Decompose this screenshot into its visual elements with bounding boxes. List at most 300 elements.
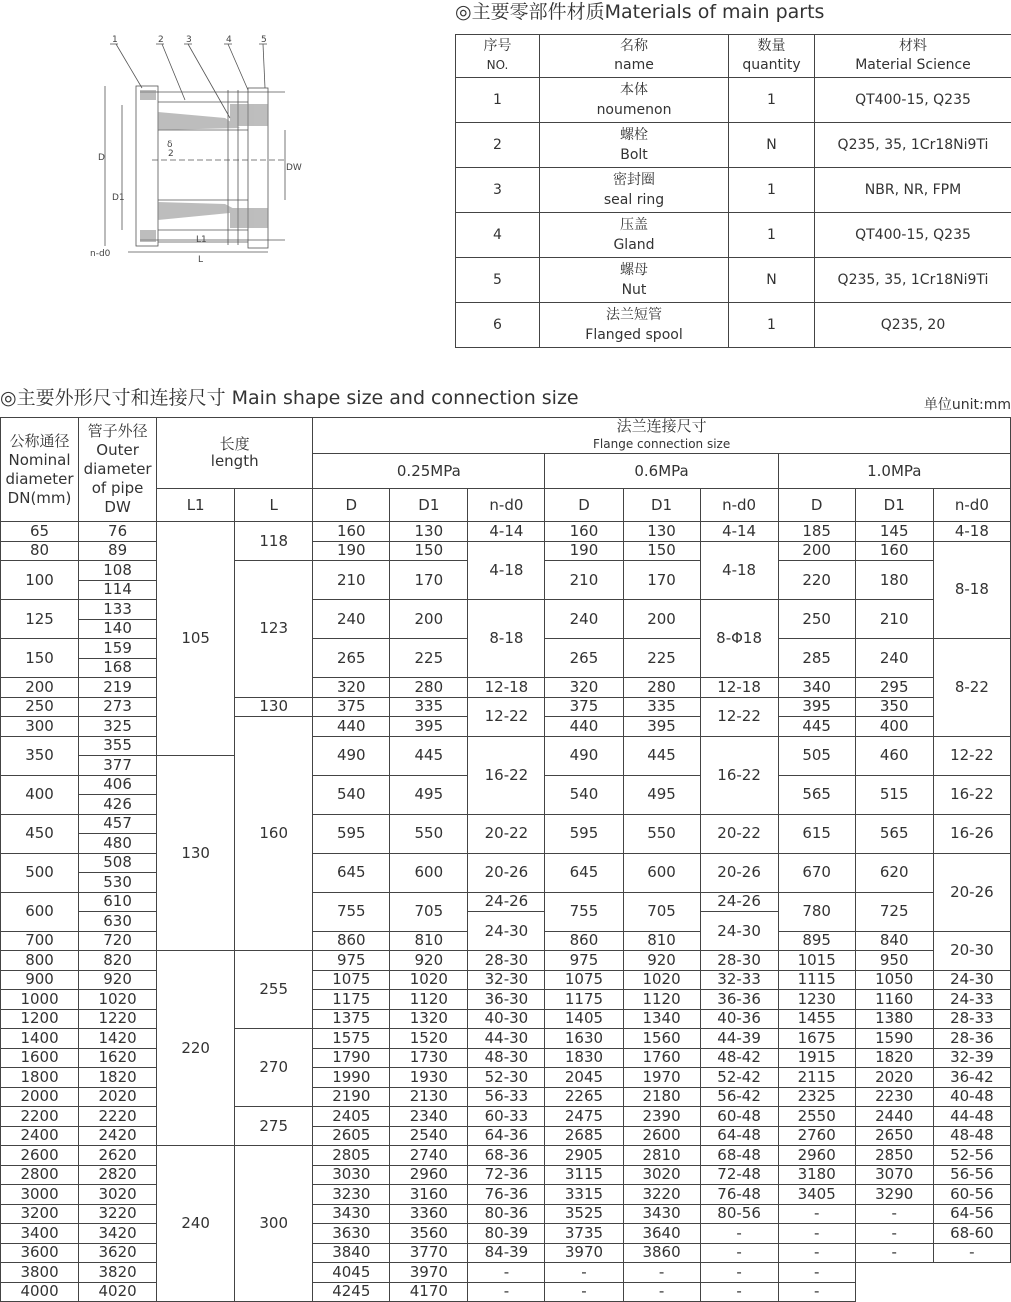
dims-row	[1, 1009, 1011, 1029]
cell-06-D1: 2810	[623, 1146, 700, 1166]
cell-025-nd0: 60-33	[468, 1107, 545, 1127]
cell-dw: 530	[79, 873, 157, 893]
cell-025-D1: 1020	[390, 970, 468, 990]
cell-10-D: 670	[778, 853, 855, 892]
cell-06-nd0: 24-26	[700, 892, 778, 912]
cell-025-nd0: 84-39	[468, 1243, 545, 1263]
cell-06-D: 860	[545, 931, 623, 951]
dim-label-L: L	[198, 255, 204, 265]
dims-row	[1, 1126, 1011, 1146]
cell-025-D1: 3560	[390, 1224, 468, 1244]
part-material: QT400-15, Q235	[815, 78, 1011, 123]
cell-10-D: 340	[778, 678, 855, 698]
cell-06-D: -	[468, 1263, 545, 1283]
cell-025-nd0: 36-30	[468, 990, 545, 1010]
cell-06-D1: 705	[623, 892, 700, 931]
cell-dw: 2220	[79, 1107, 157, 1127]
cell-10-D1: 840	[855, 931, 933, 951]
part-qty: 1	[729, 168, 815, 213]
cell-dn: 1800	[1, 1068, 79, 1088]
cell-06-D: 2045	[545, 1068, 623, 1088]
cell-10-nd0: 32-39	[933, 1048, 1010, 1068]
cell-06-D: 190	[545, 541, 623, 561]
cell-025-nd0: 8-18	[468, 600, 545, 678]
cell-06-nd0: 56-42	[700, 1087, 778, 1107]
cell-06-D1: 920	[623, 951, 700, 971]
cell-10-D: 2960	[778, 1146, 855, 1166]
cell-06-D1: 495	[623, 775, 700, 814]
dims-row	[1, 541, 1011, 561]
cell-06-D: 755	[545, 892, 623, 931]
cell-10-D1: 2020	[855, 1068, 933, 1088]
cell-025-D1: 3360	[390, 1204, 468, 1224]
cell-dn: 1400	[1, 1029, 79, 1049]
cell-dn: 900	[1, 970, 79, 990]
cell-06-D: 3315	[545, 1185, 623, 1205]
cell-dw: 480	[79, 834, 157, 854]
cell-dw: 2020	[79, 1087, 157, 1107]
cell-10-D1: 2850	[855, 1146, 933, 1166]
cell-dn: 3800	[1, 1263, 79, 1283]
cell-06-nd0: 8-Φ18	[700, 600, 778, 678]
cell-06-D: 3735	[545, 1224, 623, 1244]
cell-10-D: 615	[778, 814, 855, 853]
cell-10-nd0: 28-33	[933, 1009, 1010, 1029]
cell-10-nd0: 44-48	[933, 1107, 1010, 1127]
cell-10-D: -	[778, 1204, 855, 1224]
cell-10-D: 505	[778, 736, 855, 775]
cell-025-D1: 280	[390, 678, 468, 698]
header-pressure-06: 0.6MPa	[545, 454, 778, 489]
cell-10-D: 1230	[778, 990, 855, 1010]
cell-025-D1: 200	[390, 600, 468, 639]
cell-dw: 3620	[79, 1243, 157, 1263]
cell-025-D1: 600	[390, 853, 468, 892]
cell-dn: 2200	[1, 1107, 79, 1127]
part-no: 2	[456, 123, 540, 168]
cell-025-D: 210	[313, 561, 390, 600]
cell-06-nd0: 68-48	[700, 1146, 778, 1166]
cell-06-nd0: 64-48	[700, 1126, 778, 1146]
cell-025-nd0: 32-30	[468, 970, 545, 990]
cell-06-nd0: 40-36	[700, 1009, 778, 1029]
cell-dn: 1000	[1, 990, 79, 1010]
cell-10-D1: 565	[855, 814, 933, 853]
cell-dw: 377	[79, 756, 157, 776]
cell-06-D1: 170	[623, 561, 700, 600]
cell-dw: 108	[79, 561, 157, 581]
cell-06-D1: 2390	[623, 1107, 700, 1127]
cell-025-D: 2605	[313, 1126, 390, 1146]
part-material: QT400-15, Q235	[815, 213, 1011, 258]
dims-row	[1, 678, 1011, 698]
cell-10-nd0: 12-22	[933, 736, 1010, 775]
cell-10-nd0: -	[933, 1243, 1010, 1263]
cell-025-nd0: 48-30	[468, 1048, 545, 1068]
cell-10-D: 395	[778, 697, 855, 717]
dims-row	[1, 522, 1011, 542]
cell-025-nd0: 16-22	[468, 736, 545, 814]
cell-06-D1: 200	[623, 600, 700, 639]
header-dw: 管子外径 Outer diameter of pipe DW	[79, 418, 157, 522]
part-name: 螺栓 Bolt	[540, 123, 729, 168]
materials-row	[456, 123, 1011, 168]
cell-10-D: 2115	[778, 1068, 855, 1088]
cell-dw: 355	[79, 736, 157, 756]
cell-025-D1: 2960	[390, 1165, 468, 1185]
dims-row	[1, 1048, 1011, 1068]
cell-025-D1: 3970	[390, 1263, 468, 1283]
cell-10-D: 895	[778, 931, 855, 951]
cell-dn: 150	[1, 639, 79, 678]
cell-10-D: 285	[778, 639, 855, 678]
part-qty: N	[729, 123, 815, 168]
cell-025-D: 2190	[313, 1087, 390, 1107]
part-qty: N	[729, 258, 815, 303]
header-nd0: n-d0	[468, 489, 545, 522]
cell-06-nd0: -	[700, 1224, 778, 1244]
cell-025-D1: 2740	[390, 1146, 468, 1166]
cell-06-D: 3970	[545, 1243, 623, 1263]
dims-row	[1, 1263, 1011, 1283]
dims-row	[1, 892, 1011, 912]
cell-025-D1: 1520	[390, 1029, 468, 1049]
cell-025-D: 240	[313, 600, 390, 639]
cell-dw: 133	[79, 600, 157, 620]
cell-L1: 240	[157, 1146, 235, 1302]
cell-L: 300	[235, 1146, 313, 1302]
cell-06-D1: 445	[623, 736, 700, 775]
cell-06-D1: 3220	[623, 1185, 700, 1205]
cell-025-D: 3430	[313, 1204, 390, 1224]
cell-dn: 100	[1, 561, 79, 600]
part-material: Q235, 35, 1Cr18Ni9Ti	[815, 123, 1011, 168]
materials-title: ◎主要零部件材质Materials of main parts	[455, 1, 825, 23]
cell-10-D1: 1050	[855, 970, 933, 990]
header-D: D	[313, 489, 390, 522]
cell-06-D1: 1560	[623, 1029, 700, 1049]
cell-dw: 114	[79, 580, 157, 600]
cell-10-nd0: 20-30	[933, 931, 1010, 970]
cell-06-D: 540	[545, 775, 623, 814]
cell-025-D: 490	[313, 736, 390, 775]
cell-10-D1: 2440	[855, 1107, 933, 1127]
cell-10-D1: 515	[855, 775, 933, 814]
cell-06-nd0: 20-26	[700, 853, 778, 892]
cell-dw: 168	[79, 658, 157, 678]
cell-025-D: 1075	[313, 970, 390, 990]
cell-025-D1: 1930	[390, 1068, 468, 1088]
cell-10-D1: 1380	[855, 1009, 933, 1029]
cell-10-D1: 160	[855, 541, 933, 561]
cell-dn: 80	[1, 541, 79, 561]
part-material: Q235, 35, 1Cr18Ni9Ti	[815, 258, 1011, 303]
unit-label: 单位unit:mm	[923, 397, 1011, 413]
cell-06-D1: 3430	[623, 1204, 700, 1224]
cell-10-D1: 1590	[855, 1029, 933, 1049]
dim-label-D1: D1	[112, 193, 125, 203]
cell-025-D: 755	[313, 892, 390, 931]
cell-dw: 3220	[79, 1204, 157, 1224]
cell-10-nd0: 36-42	[933, 1068, 1010, 1088]
cell-dn: 1600	[1, 1048, 79, 1068]
cell-025-D: 4045	[313, 1263, 390, 1283]
part-material: Q235, 20	[815, 303, 1011, 348]
cell-025-nd0: 40-30	[468, 1009, 545, 1029]
cell-10-D: 1675	[778, 1029, 855, 1049]
cell-06-D: 3115	[545, 1165, 623, 1185]
cell-025-nd0: 24-26	[468, 892, 545, 912]
cell-025-D1: 2540	[390, 1126, 468, 1146]
cell-025-D: 4245	[313, 1282, 390, 1302]
cell-10-D1: 1820	[855, 1048, 933, 1068]
cell-10-nd0: 48-48	[933, 1126, 1010, 1146]
dims-row	[1, 1107, 1011, 1127]
cell-025-nd0: 52-30	[468, 1068, 545, 1088]
cell-10-nd0: 52-56	[933, 1146, 1010, 1166]
cell-025-nd0: 80-36	[468, 1204, 545, 1224]
cell-06-nd0: 44-39	[700, 1029, 778, 1049]
part-material: NBR, NR, FPM	[815, 168, 1011, 213]
cell-L: 255	[235, 951, 313, 1029]
cell-06-nd0: 52-42	[700, 1068, 778, 1088]
cell-025-D1: 3160	[390, 1185, 468, 1205]
part-label-5: 5	[261, 35, 267, 45]
cell-10-D1: 3070	[855, 1165, 933, 1185]
cell-025-D: 375	[313, 697, 390, 717]
cell-06-D1: 280	[623, 678, 700, 698]
part-no: 5	[456, 258, 540, 303]
cell-10-nd0: 56-56	[933, 1165, 1010, 1185]
cell-dn: 350	[1, 736, 79, 775]
cell-025-D: 190	[313, 541, 390, 561]
cell-dw: 1620	[79, 1048, 157, 1068]
part-no: 3	[456, 168, 540, 213]
cell-10-D: 565	[778, 775, 855, 814]
cell-dn: 450	[1, 814, 79, 853]
dim-label-nd0: n-d0	[90, 249, 111, 259]
cell-025-D1: 130	[390, 522, 468, 542]
cell-10-nd0: -	[778, 1263, 855, 1283]
header-L: L	[235, 489, 313, 522]
part-no: 1	[456, 78, 540, 123]
part-label-2: 2	[158, 35, 164, 45]
cell-10-nd0: 28-36	[933, 1029, 1010, 1049]
cell-025-D: 1375	[313, 1009, 390, 1029]
cell-06-D1: 395	[623, 717, 700, 737]
materials-row	[456, 213, 1011, 258]
cell-L1: 130	[157, 756, 235, 951]
cell-025-D: 1575	[313, 1029, 390, 1049]
cell-06-D: 1175	[545, 990, 623, 1010]
cell-dn: 500	[1, 853, 79, 892]
cell-10-D: -	[778, 1224, 855, 1244]
cell-06-nd0: 72-48	[700, 1165, 778, 1185]
cell-dw: 426	[79, 795, 157, 815]
cell-06-D: 490	[545, 736, 623, 775]
cell-10-D1: -	[700, 1263, 778, 1283]
header-pressure-025: 0.25MPa	[313, 454, 545, 489]
cell-10-D1: 2650	[855, 1126, 933, 1146]
header-dn: 公称通径 Nominal diameter DN(mm)	[1, 418, 79, 522]
cell-10-nd0: 8-18	[933, 541, 1010, 639]
cell-10-D1: 400	[855, 717, 933, 737]
cell-10-D: 3405	[778, 1185, 855, 1205]
cell-06-D1: 225	[623, 639, 700, 678]
dimensions-table	[0, 417, 1011, 1302]
cell-06-D1: 130	[623, 522, 700, 542]
cell-dn: 700	[1, 931, 79, 951]
cell-dw: 76	[79, 522, 157, 542]
cell-025-nd0: 72-36	[468, 1165, 545, 1185]
header-D1: D1	[855, 489, 933, 522]
dims-row	[1, 1282, 1011, 1302]
cell-10-nd0: -	[778, 1282, 855, 1302]
header-L1: L1	[157, 489, 235, 522]
cell-10-D: 2550	[778, 1107, 855, 1127]
cell-025-D: 595	[313, 814, 390, 853]
cell-06-D1: 2600	[623, 1126, 700, 1146]
cell-10-nd0: 24-30	[933, 970, 1010, 990]
cell-10-nd0: 4-18	[933, 522, 1010, 542]
materials-header-row	[456, 35, 1011, 78]
cell-025-D: 1175	[313, 990, 390, 1010]
cell-025-D1: 4170	[390, 1282, 468, 1302]
cell-025-D1: 395	[390, 717, 468, 737]
cell-dw: 4020	[79, 1282, 157, 1302]
dims-row	[1, 1243, 1011, 1263]
cell-dn: 800	[1, 951, 79, 971]
dims-row	[1, 853, 1011, 873]
cell-dn: 2600	[1, 1146, 79, 1166]
cell-06-D: 1830	[545, 1048, 623, 1068]
cell-06-nd0: 76-48	[700, 1185, 778, 1205]
cell-dw: 630	[79, 912, 157, 932]
header-no: 序号 NO.	[456, 35, 540, 78]
cell-06-D: 320	[545, 678, 623, 698]
cell-dw: 3820	[79, 1263, 157, 1283]
cell-10-D1: -	[700, 1282, 778, 1302]
part-qty: 1	[729, 78, 815, 123]
cell-06-nd0: -	[700, 1243, 778, 1263]
header-D1: D1	[623, 489, 700, 522]
cell-025-D1: 920	[390, 951, 468, 971]
cell-025-D1: 495	[390, 775, 468, 814]
cell-dn: 3000	[1, 1185, 79, 1205]
cell-06-D: 645	[545, 853, 623, 892]
cell-025-D1: 335	[390, 697, 468, 717]
cell-dw: 140	[79, 619, 157, 639]
cell-025-D: 265	[313, 639, 390, 678]
cell-06-D: 375	[545, 697, 623, 717]
cell-dw: 3420	[79, 1224, 157, 1244]
cell-025-D: 1990	[313, 1068, 390, 1088]
cell-10-D: 1115	[778, 970, 855, 990]
cell-025-D: 440	[313, 717, 390, 737]
cell-10-D1: -	[855, 1243, 933, 1263]
header-pressure-10: 1.0MPa	[778, 454, 1010, 489]
dims-row	[1, 970, 1011, 990]
cell-dn: 1200	[1, 1009, 79, 1029]
cell-dw: 820	[79, 951, 157, 971]
cell-dw: 2820	[79, 1165, 157, 1185]
cell-06-D: 3525	[545, 1204, 623, 1224]
cell-10-D1: 950	[855, 951, 933, 971]
cell-06-nd0: 48-42	[700, 1048, 778, 1068]
dims-row	[1, 1224, 1011, 1244]
cell-06-nd0: 24-30	[700, 912, 778, 951]
cell-06-D1: 1020	[623, 970, 700, 990]
header-D1: D1	[390, 489, 468, 522]
cell-10-D: 1455	[778, 1009, 855, 1029]
cell-025-nd0: 4-18	[468, 541, 545, 600]
cell-06-D1: 1760	[623, 1048, 700, 1068]
cell-L: 270	[235, 1029, 313, 1107]
cell-06-nd0: 12-22	[700, 697, 778, 736]
cell-025-D: 160	[313, 522, 390, 542]
cell-10-D: 2760	[778, 1126, 855, 1146]
cell-dw: 720	[79, 931, 157, 951]
cell-dw: 89	[79, 541, 157, 561]
cell-025-D: 540	[313, 775, 390, 814]
part-name: 密封圈 seal ring	[540, 168, 729, 213]
cell-06-nd0: 20-22	[700, 814, 778, 853]
cell-10-nd0: 24-33	[933, 990, 1010, 1010]
cell-06-nd0: 80-56	[700, 1204, 778, 1224]
cell-10-D: -	[623, 1282, 700, 1302]
cell-06-D: 2685	[545, 1126, 623, 1146]
cell-dn: 125	[1, 600, 79, 639]
cell-025-D1: 445	[390, 736, 468, 775]
cell-025-D: 3630	[313, 1224, 390, 1244]
cell-dw: 457	[79, 814, 157, 834]
cell-06-D1: 550	[623, 814, 700, 853]
cell-025-D1: 225	[390, 639, 468, 678]
cell-10-D: 780	[778, 892, 855, 931]
cell-025-D1: 2130	[390, 1087, 468, 1107]
cell-06-D1: 3860	[623, 1243, 700, 1263]
dims-row	[1, 814, 1011, 834]
cell-025-D: 2405	[313, 1107, 390, 1127]
cell-06-nd0: 60-48	[700, 1107, 778, 1127]
cell-06-D: 210	[545, 561, 623, 600]
part-name: 螺母 Nut	[540, 258, 729, 303]
cell-10-nd0: 20-26	[933, 853, 1010, 931]
part-no: 4	[456, 213, 540, 258]
cell-dw: 508	[79, 853, 157, 873]
cell-dn: 300	[1, 717, 79, 737]
cell-025-nd0: 24-30	[468, 912, 545, 951]
cell-dn: 400	[1, 775, 79, 814]
cell-06-D: -	[468, 1282, 545, 1302]
cell-dw: 3020	[79, 1185, 157, 1205]
cell-10-D1: -	[855, 1224, 933, 1244]
dims-row	[1, 1087, 1011, 1107]
cell-10-D1: 1160	[855, 990, 933, 1010]
cell-10-D1: 295	[855, 678, 933, 698]
dims-row	[1, 600, 1011, 620]
cell-10-D: 2325	[778, 1087, 855, 1107]
cell-dn: 2800	[1, 1165, 79, 1185]
dims-row	[1, 990, 1011, 1010]
cell-025-nd0: 64-36	[468, 1126, 545, 1146]
cell-025-nd0: 4-14	[468, 522, 545, 542]
cell-025-D1: 3770	[390, 1243, 468, 1263]
cell-025-nd0: 28-30	[468, 951, 545, 971]
header-D: D	[545, 489, 623, 522]
cell-025-D: 2805	[313, 1146, 390, 1166]
dim-label-D: D	[98, 153, 105, 163]
